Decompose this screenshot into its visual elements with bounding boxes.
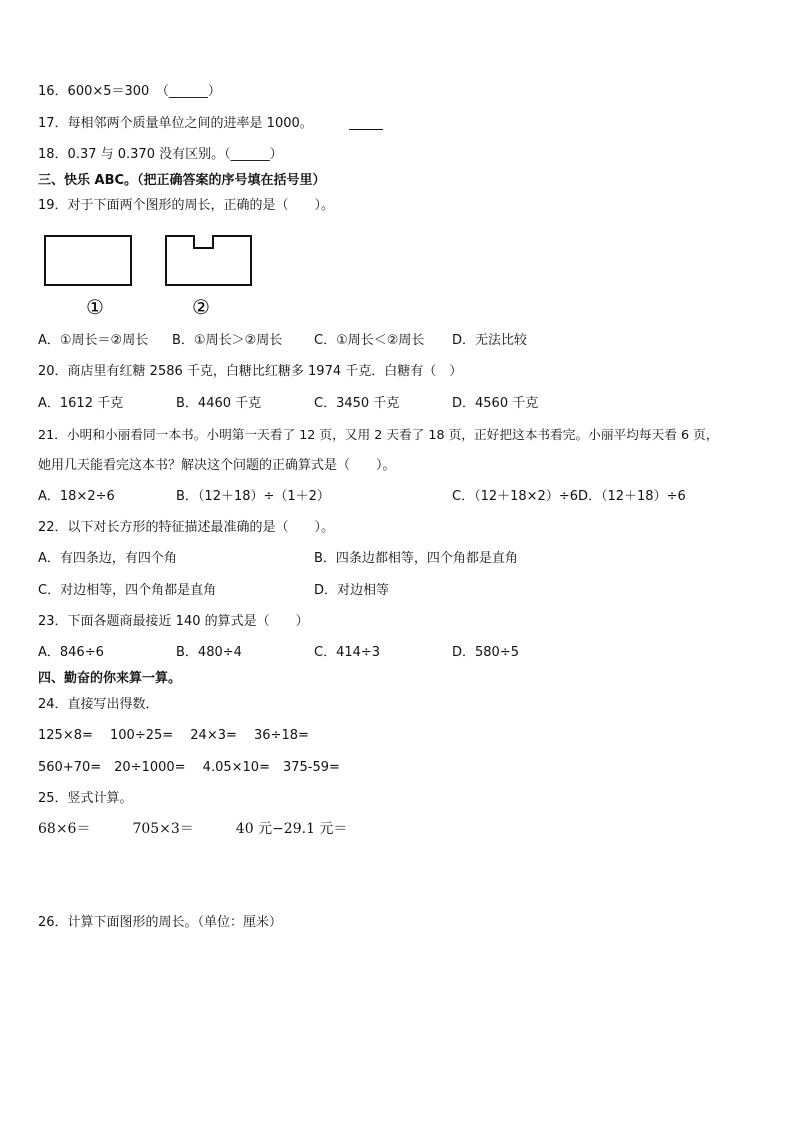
figure-1-rectangle <box>45 236 131 285</box>
question-20-stem: 20．商店里有红糖 2586 千克，白糖比红糖多 1974 千克．白糖有（ ） <box>38 364 463 379</box>
q23-option-c[interactable]: C．414÷3 <box>314 645 381 660</box>
q21-option-a[interactable]: A．18×2÷6 <box>38 489 115 504</box>
q20-option-d[interactable]: D．4560 千克 <box>452 396 539 411</box>
question-21-stem-line1: 21．小明和小丽看同一本书。小明第一天看了 12 页，又用 2 天看了 18 页，正好把这本书看完。小丽平均每天看 6 页， <box>38 427 719 442</box>
q19-option-d[interactable]: D．无法比较 <box>452 333 528 348</box>
question-22-stem: 22．以下对长方形的特征描述最准确的是（ ）。 <box>38 520 335 535</box>
question-25-stem: 25．竖式计算。 <box>38 791 133 806</box>
section-4-heading: 四、勤奋的你来算一算。 <box>38 671 182 686</box>
question-24-stem: 24．直接写出得数． <box>38 697 159 712</box>
question-23-stem: 23．下面各题商最接近 140 的算式是（ ） <box>38 614 309 629</box>
q24-row-1: 125×8= 100÷25= 24×3= 36÷18= <box>38 728 309 743</box>
q21-option-b[interactable]: B．（12＋18）÷（1＋2） <box>176 489 330 504</box>
q22-option-c[interactable]: C．对边相等，四个角都是直角 <box>38 583 217 598</box>
q19-option-b[interactable]: B．①周长＞②周长 <box>172 333 283 348</box>
section-3-heading: 三、快乐 ABC。（把正确答案的序号填在括号里） <box>38 173 326 188</box>
figure-2-label: ② <box>192 295 210 319</box>
q20-option-c[interactable]: C．3450 千克 <box>314 396 400 411</box>
question-21-stem-line2: 她用几天能看完这本书？解决这个问题的正确算式是（ ）。 <box>38 458 396 473</box>
q25-row: 68×6＝ 705×3＝ 40 元−29.1 元＝ <box>38 821 348 837</box>
answer-blank-17[interactable] <box>349 129 383 130</box>
figure-2-notched-rectangle <box>166 236 251 285</box>
q23-option-b[interactable]: B．480÷4 <box>176 645 242 660</box>
question-18: 18．0.37 与 0.370 没有区别。（______） <box>38 147 283 162</box>
question-16: 16．600×5＝300 （______） <box>38 84 221 99</box>
q22-option-b[interactable]: B．四条边都相等，四个角都是直角 <box>314 551 518 566</box>
q22-option-a[interactable]: A．有四条边，有四个角 <box>38 551 177 566</box>
q20-option-b[interactable]: B．4460 千克 <box>176 396 262 411</box>
q22-option-d[interactable]: D．对边相等 <box>314 583 390 598</box>
q19-figures <box>38 228 268 320</box>
q24-row-2: 560+70= 20÷1000= 4.05×10= 375-59= <box>38 760 340 775</box>
q19-option-c[interactable]: C．①周长＜②周长 <box>314 333 425 348</box>
question-26-stem: 26．计算下面图形的周长。（单位：厘米） <box>38 915 283 930</box>
q20-option-a[interactable]: A．1612 千克 <box>38 396 124 411</box>
q19-option-a[interactable]: A．①周长＝②周长 <box>38 333 149 348</box>
figure-1-label: ① <box>86 295 104 319</box>
q21-option-cd[interactable]: C．（12＋18×2）÷6D．（12＋18）÷6 <box>452 489 686 504</box>
question-17: 17．每相邻两个质量单位之间的进率是 1000。 <box>38 116 313 131</box>
q23-option-d[interactable]: D．580÷5 <box>452 645 519 660</box>
q23-option-a[interactable]: A．846÷6 <box>38 645 104 660</box>
question-19-stem: 19．对于下面两个图形的周长，正确的是（ ）。 <box>38 198 335 213</box>
